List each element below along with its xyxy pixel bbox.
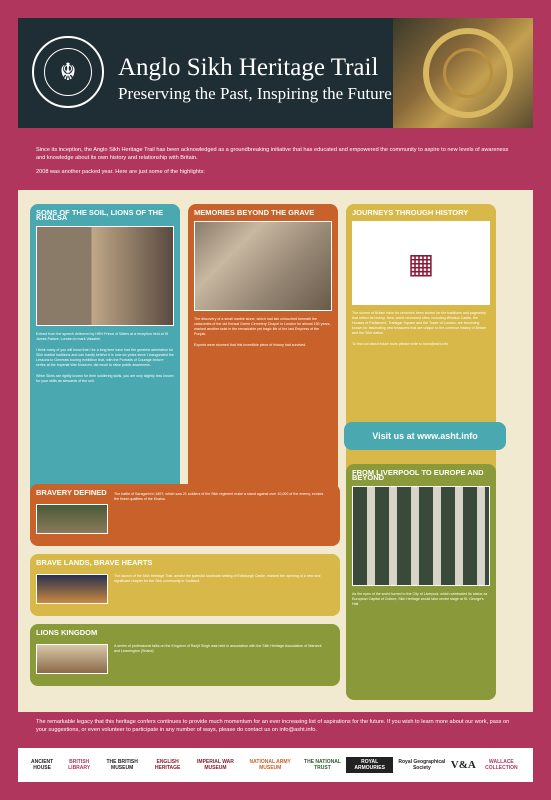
compass-image	[393, 18, 533, 128]
logo-ancient-house: ANCIENT HOUSE	[30, 759, 54, 771]
page-subtitle: Preserving the Past, Inspiring the Future	[118, 84, 392, 103]
logo-british-library: BRITISH LIBRARY	[68, 759, 91, 771]
logo-imperial-war-museum: IMPERIAL WAR MUSEUM	[197, 759, 234, 771]
panel-liverpool	[346, 464, 496, 700]
panel-body: As the eyes of the world turned to the City of Liverpool, which celebrated its status as European Capital of Culture, Sikh Heritage would take centre stage at St. George's Hall.	[352, 592, 488, 606]
logo-national-trust: THE NATIONAL TRUST	[304, 759, 341, 771]
strip-brave-lands	[30, 554, 340, 616]
bravery-photo	[36, 504, 108, 534]
strip-bravery	[30, 484, 340, 546]
compass-inner-icon	[443, 48, 493, 98]
partner-logos	[18, 748, 533, 782]
panel-caption: Extract from the speech delivered by HRH Prince of Wales at a reception held at St James Palace, London to mark Vaisakhi.	[36, 332, 169, 341]
strip-body: The battle of Saragarhi in 1897, which saw 21 soldiers of the Sikh regiment make a stand against over 10,000 of the enemy, evokes the finest qualities of the Khalsa.	[114, 492, 324, 501]
strip-body: The launch of the Sikh Heritage Trail, amidst the splendid landmark setting of Edinburgh Castle, marked the opening of a new and significant chapter for the Sikh community in Scotland.	[114, 574, 321, 583]
strip-heading: BRAVE LANDS, BRAVE HEARTS	[36, 558, 153, 567]
logo-va: V&A	[450, 759, 476, 771]
marble-stone-photo	[194, 221, 332, 311]
prince-photo	[36, 226, 174, 326]
portcullis-icon: ▦	[407, 247, 435, 279]
panel-journeys	[346, 204, 496, 494]
panel-body: The discovery of a small marble stone, which had lain untouched beneath the catacombs of the old Kensal Green Cemetery Chapel in London for almost 150 years, marked another twist in the remarkable yet tragic life of the last Empress of the Punjab.	[194, 317, 331, 336]
poster	[18, 18, 533, 782]
panel-body: The shores of Britain have for centuries been known for the traditions and pageantry that reflect its history. New, world renowned sites, including Windsor Castle, the Houses of Parliament, Trafalgar Square and the Tower of London, are becoming known for fascinating new treasures that are unique to the common history of Britain and the Sikh nation.	[352, 311, 486, 335]
panel-memories	[188, 204, 338, 518]
page-title: Anglo Sikh Heritage Trail	[118, 54, 379, 81]
panel-heading: MEMORIES BEYOND THE GRAVE	[194, 208, 315, 217]
panel-body: I think many of you will know that I for a long time have had the greatest admiration for Sikh martial traditions and can hardly believe it is now six years since I inaugurated the Lessons to Generals touring exhibition that, with the Portraits of Courage lecture series at the Imperial War Museum, did much to raise public awareness.	[36, 348, 174, 367]
portcullis-image	[352, 221, 490, 305]
st-georges-hall-photo	[352, 486, 490, 586]
castle-photo	[36, 574, 108, 604]
panel-body-2: Experts were stunned that this incredible piece of history had survived.	[194, 343, 307, 347]
logo-emblem	[32, 36, 104, 108]
portrait-photo	[36, 644, 108, 674]
strip-lions-kingdom	[30, 624, 340, 686]
panel-heading: SONS OF THE SOIL, LIONS OF THE KHALSA	[36, 208, 164, 222]
strip-body: A series of professional talks on the Kingdom of Ranjit Singh was held in association with the Sikh Heritage Association of Warwick and Leamington (Shabd).	[114, 644, 322, 653]
logo-royal-armouries: ROYAL ARMOURIES	[346, 757, 393, 773]
khanda-icon: ☬	[44, 48, 92, 96]
tours-link-text: To find out about future tours please write to tours@asht.info	[352, 342, 449, 346]
intro-text	[18, 128, 533, 190]
logo-british-museum: THE BRITISH MUSEUM	[106, 759, 138, 771]
logo-wallace-collection: WALLACE COLLECTION	[485, 759, 518, 771]
visit-website-link[interactable]: Visit us at www.asht.info	[344, 422, 506, 450]
header	[18, 18, 533, 128]
strip-heading: BRAVERY DEFINED	[36, 488, 107, 497]
intro-paragraph: Since its inception, the Anglo Sikh Heritage Trail has been acknowledged as a groundbreaking initiative that has educated and empowered the community to aspire to new levels of awareness and knowledge about its own history and relationship with Britain.	[36, 147, 509, 161]
footer-text: The remarkable legacy that this heritage confers continues to provide much momentum for an ever increasing list of aspirations for the future. If you wish to learn more about our work, pass on your suggestions, or even volunteer to participate in any number of ways, please do contact us on info@asht.info.	[18, 712, 533, 748]
panel-quote: While Sikhs are rightly known for their soldiering skills, you are only slightly less known for your skills as stewards of the soil.	[36, 374, 174, 383]
logo-royal-geographical-society: Royal Geographical Society	[398, 759, 446, 771]
logo-english-heritage: ENGLISH HERITAGE	[154, 759, 181, 771]
logo-national-army-museum: NATIONAL ARMY MUSEUM	[249, 759, 291, 771]
panel-heading: FROM LIVERPOOL TO EUROPE AND BEYOND	[352, 468, 484, 482]
panel-heading: JOURNEYS THROUGH HISTORY	[352, 208, 469, 217]
strip-heading: LIONS KINGDOM	[36, 628, 98, 637]
intro-highlights: 2008 was another packed year. Here are just some of the highlights:	[36, 169, 205, 175]
